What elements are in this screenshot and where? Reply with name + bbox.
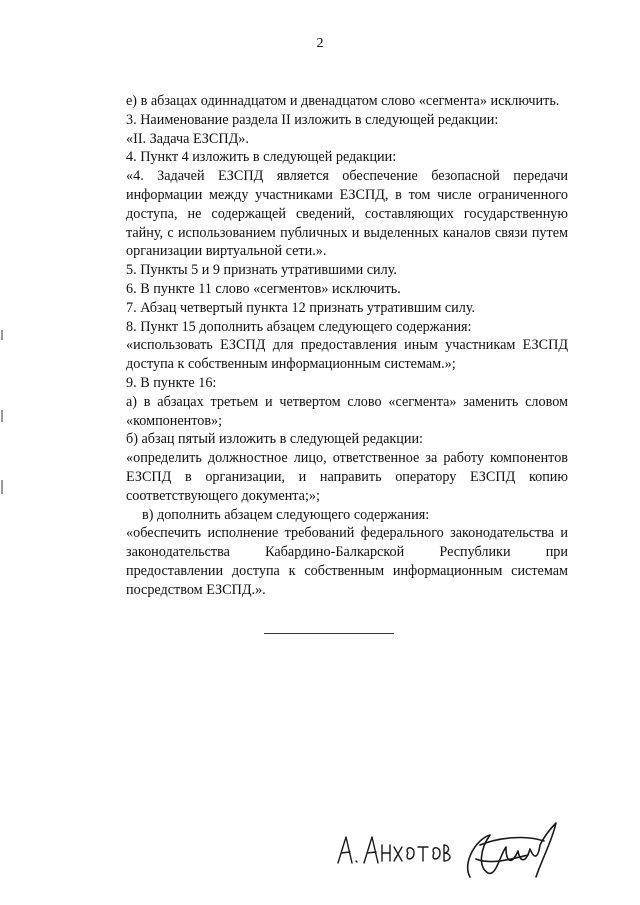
paragraph: «обеспечить исполнение требований федерального законодательства и законодательства Кабардино-Балкарской Республики при предоставлении доступа к собственным информационным системам посредством ЕЗСПД.». bbox=[126, 525, 568, 598]
paragraph: е) в абзацах одиннадцатом и двенадцатом слово «сегмента» исключить. bbox=[126, 93, 560, 109]
paragraph: 8. Пункт 15 дополнить абзацем следующего содержания: bbox=[126, 318, 472, 335]
scan-margin-mark bbox=[1, 330, 3, 340]
paragraph: «II. Задача ЕЗСПД». bbox=[126, 130, 249, 147]
document-body bbox=[118, 92, 568, 600]
paragraph: а) в абзацах третьем и четвертом слово «сегмента» заменить словом «компонентов»; bbox=[126, 393, 568, 429]
signature-block bbox=[330, 815, 580, 895]
signature-flourish bbox=[468, 823, 556, 877]
paragraph: 3. Наименование раздела II изложить в следующей редакции: bbox=[126, 111, 499, 128]
paragraph: 6. В пункте 11 слово «сегментов» исключить. bbox=[126, 280, 401, 297]
paragraph: «определить должностное лицо, ответственное за работу компонентов ЕЗСПД в организации, и направить оператору ЕЗСПД копию соответствующего документа;»; bbox=[126, 450, 568, 504]
page-number: 2 bbox=[316, 36, 324, 51]
paragraph: 5. Пункты 5 и 9 признать утратившими силу. bbox=[126, 262, 397, 279]
handwritten-signature bbox=[330, 815, 580, 895]
signature-name-strokes bbox=[338, 837, 450, 863]
separator-rule bbox=[264, 633, 394, 634]
paragraph: в) дополнить абзацем следующего содержания: bbox=[142, 506, 430, 523]
scan-margin-mark bbox=[1, 410, 3, 422]
paragraph: б) абзац пятый изложить в следующей редакции: bbox=[126, 431, 424, 448]
scan-margin-mark bbox=[1, 480, 3, 494]
paragraph: «4. Задачей ЕЗСПД является обеспечение безопасной передачи информации между участниками ЕЗСПД, в том числе ограниченного доступа, не содержащей сведений, составляющих государственную тайну, с использованием публичных и выделенных каналов связи путем организации виртуальной сети.». bbox=[126, 168, 568, 260]
paragraph: 7. Абзац четвертый пункта 12 признать утратившим силу. bbox=[126, 299, 476, 316]
paragraph: 4. Пункт 4 изложить в следующей редакции: bbox=[126, 149, 397, 166]
paragraph: 9. В пункте 16: bbox=[126, 374, 217, 391]
paragraph: «использовать ЕЗСПД для предоставления иным участникам ЕЗСПД доступа к собственным информационным системам.»; bbox=[126, 337, 568, 373]
